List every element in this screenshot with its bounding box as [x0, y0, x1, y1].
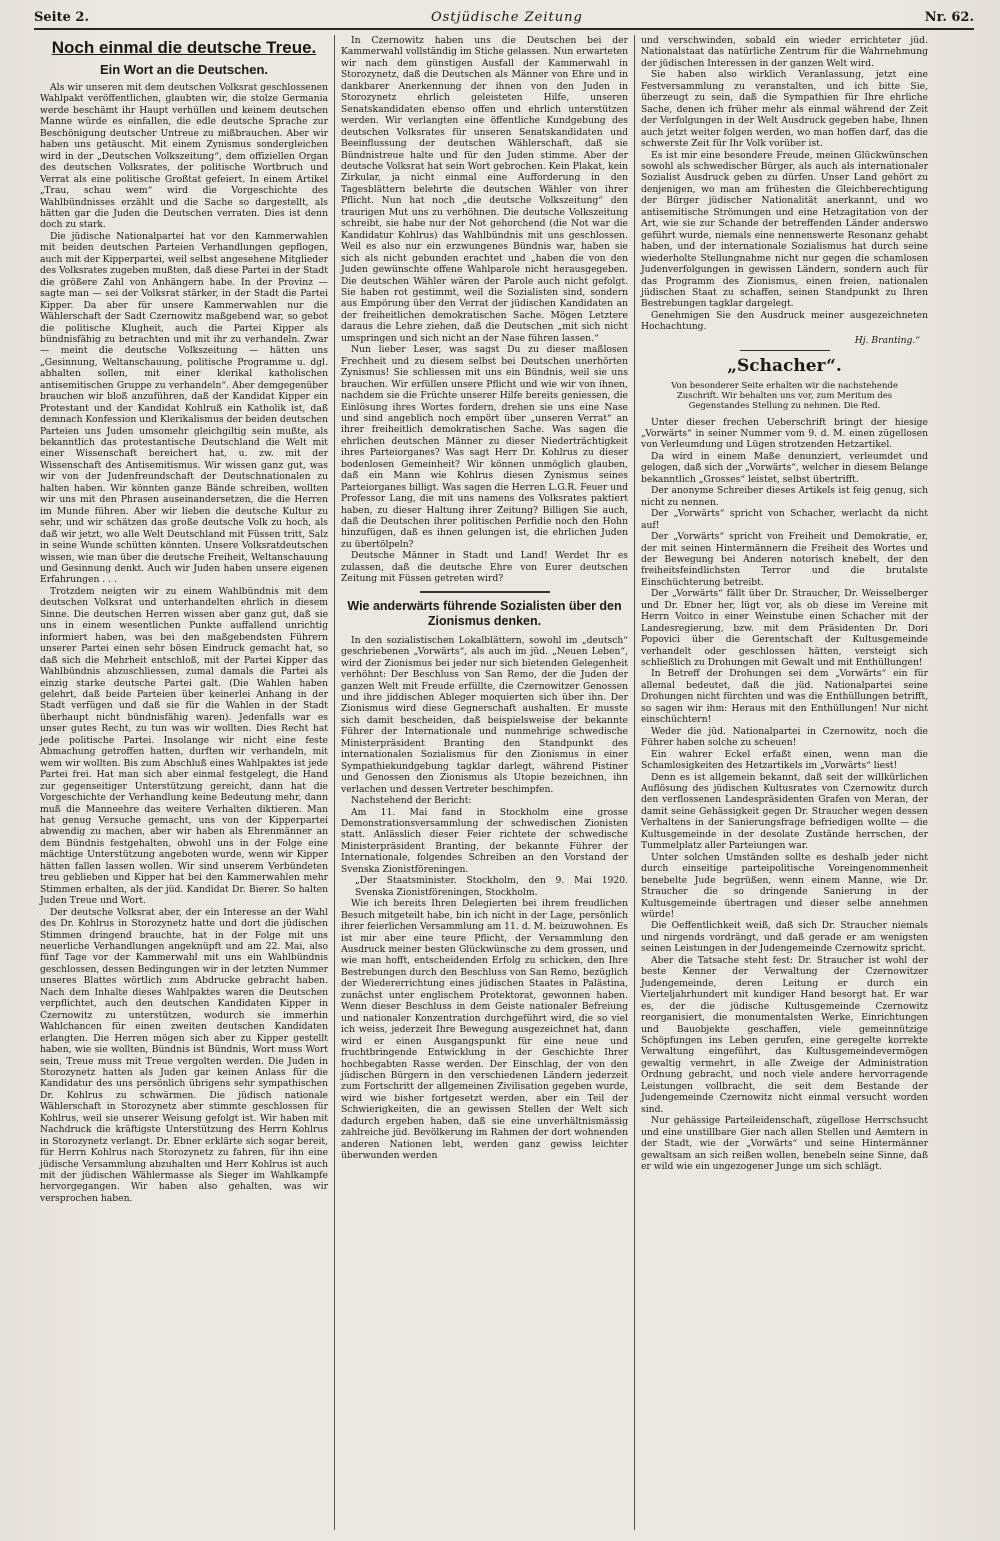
article-paragraph: Wie ich bereits Ihren Delegierten bei ihrem freudlichen Besuch mitgeteilt habe, bin ich nicht in der Lage, persönlich ihrer feierlichen Versammlung am 11. d. M. beizuwohnen. Es ist mir aber eine teure Pflicht, der Versammlung den Ausdruck meiner besten Glückwünsche zu dem grossen, und wie man hofft, entscheidenden Erfolg zu schicken, den Ihre Bestrebungen durch den Beschluss von San Remo, bezüglich der Wiedererrichtung eines jüdischen Staates in Palästina, zunächst unter englischem Protektorat, gewonnen haben. Wenn dieser Beschluss in dem Geiste nationaler Befreiung und nationaler Konzentration durchgeführt wird, die so viel ich weiss, jederzeit Ihre Bewegung ausgezeichnet hat, dann wird er einen Ausgangspunkt für eine neue und fruchtbringende Entwicklung in der Geschichte Ihrer hochbegabten Rasse werden. Der Einschlag, der von den jüdischen Bürgern in den verschiedenen Ländern jederzeit zum Fortschritt der allgemeinen Zivilisation gegeben wurde, wird wie bisher fortgesetzt werden, aber ein Teil der Schwierigkeiten, die an gewissen Stellen der Welt sich dadurch ergeben haben, daß sie eine unverhältnismässig zahlreiche jüd. Bevölkerung im Rahmen der dort wohnenden anderen Nationen lebt, werden ganz gewiss leichter überwunden werden	[341, 898, 628, 1162]
article-paragraph: Aber die Tatsache steht fest: Dr. Straucher ist wohl der beste Kenner der Verwaltung der Czernowitzer Judengemeinde, deren Leitung er durch ein Vierteljahrhundert mit kundiger Hand besorgt hat. Er war es, der die jüdische Kultusgemeinde Czernowitz reorganisiert, die monumentalsten Werke, Einrichtungen und Bauobjekte geschaffen, viele gemeinnützige Schöpfungen ins Leben gerufen, eine geregelte korrekte Verwaltung eingeführt, das Kultusgemeindevermögen gewaltig vermehrt, in alle Zweige der Administration Ordnung gebracht, und noch viele andere hervorragende Leistungen vollbracht, die seit dem Bestande der Judengemeinde Czernowitz nicht einmal versucht worden sind.	[641, 954, 928, 1115]
column-1	[34, 35, 334, 1530]
article-paragraph: Der anonyme Schreiber dieses Artikels ist feig genug, sich nicht zu nennen.	[641, 485, 928, 508]
article-paragraph: Der „Vorwärts“ spricht von Freiheit und Demokratie, er, der mit seinen Hintermännern die Freiheit des Wortes und der Bewegung bei Anderen notorisch knebelt, der den freiheitsfeindlichsten Terror und die brutalste Einschüchterung betreibt.	[641, 531, 928, 588]
article-paragraph: Genehmigen Sie den Ausdruck meiner ausgezeichneten Hochachtung.	[641, 309, 928, 333]
section-divider	[740, 350, 830, 351]
article-paragraph: Nachstehend der Bericht:	[351, 795, 472, 807]
article-paragraph: Nun lieber Leser, was sagst Du zu dieser maßlosen Frechheit und zu diesem selbst bei Deutschen unerhörten Zynismus! Sie schliessen mit uns ein Bündnis, weil sie uns brauchen. Wir erfüllen unsere Pflicht und wie wir von ihnen, nachdem sie die Früchte unserer Hilfe bereits geniessen, die Einlösung ihres Wortes fordern, drehen sie uns eine Nase und sind angeblich noch empört über „unseren Verrat“ an ihrer freiheitlich demokratischen Sache. Was sagen die ehrlichen deutschen Männer zu dieser Niederträchtigkeit ihres Parteiorganes? Was sagt Herr Dr. Kohlrus zu dieser bodenlosen Gemeinheit? Wir können unmöglich glauben, daß ein Mann wie Kohlrus diesen Zynismus seines Parteiorganes billigt. Was sagen die Herren L.G.R. Feuer und Professor Lang, die mit uns namens des Volksrates paktiert haben, zu dieser Haltung ihrer Zeitung? Billigen Sie auch, daß die Deutschen ihrer politischen Perfidie noch den Hohn hinzufügen, daß es ihnen gelungen ist, die ehrlichen Juden zu übertölpeln?	[341, 344, 628, 550]
article-paragraph: Der „Vorwärts“ spricht von Schacher, werlacht da nicht auf!	[641, 508, 928, 531]
article-paragraph: Denn es ist allgemein bekannt, daß seit der willkürlichen Auflösung des jüdischen Kultusrates von Czernowitz durch den verflossenen Landespräsidenten Grafen von Meran, der damit seine Gehässigkeit gegen Dr. Straucher wegen dessen Verhaltens in der Sanierungsfrage befriedigen wollte — die Kultusgemeinde in der desolate Zustände herrschen, der Tummelplatz aller Parteiungen war.	[641, 771, 928, 852]
article-subtitle: Ein Wort an die Deutschen.	[99, 62, 269, 78]
article-paragraph: und verschwinden, sobald ein wieder errichteter jüd. Nationalstaat das natürliche Zentrum für die Wahrnehmung der jüdischen Interessen in der ganzen Welt wird.	[641, 35, 928, 69]
article-paragraph: Die Oeffentlichkeit weiß, daß sich Dr. Straucher niemals und nirgends vordrängt, und daß gerade er am wenigsten seinen Leistungen in der Judengemeinde Czernowitz spricht.	[641, 920, 928, 955]
article-paragraph: In Czernowitz haben uns die Deutschen bei der Kammerwahl vollständig im Stiche gelassen. Nun erwarteten wir nach dem günstigen Ausfall der Kammerwahl in Storozynetz, daß die Deutschen als Männer von Ehre und in dankbarer Anerkennung der ihnen von den Juden in Storozynetz ehrlich geleisteten Hilfe, unseren Senatskandidaten ebenso offen und ehrlich unterstützen werden. Wir verlangten eine öffentliche Kundgebung des deutschen Volksrates für unseren Senatskandidaten und Beeinflussung der deutschen Wählerschaft, daß sie Bündnistreue halte und für den Juden stimme. Aber der deutsche Volksrat hat sein Wort gebrochen. Kein Plakat, kein Zirkular, ja nicht einmal eine Aufforderung in den Tagesblättern belehrte die deutschen Wähler von ihrer Pflicht. Nun hat noch „die deutsche Volkszeitung“ den traurigen Mut uns zu verhöhnen. Die deutsche Volkszeitung schreibt, sie habe nur der Not gehorchend (die Not war die Kandidatur Kohlrus) das Wahlbündnis mit uns geschlossen. Weil es also nur ein erzwungenes Bündnis war, haben sie sich als nicht gebunden erachtet und „haben die von den Juden gewünschte offene Wahlparole nicht herausgegeben. Die deutschen Wähler wären der Parole auch nicht gefolgt. Sie haben rot gestimmt, weil die Sozialisten sind, sondern aus Empörung über den Verrat der jüdischen Kandidaten an der freiheitlichen demokratischen Sache. Mögen Letztere daraus die Lehre ziehen, daß die Deutschen „mit sich nicht umspringen und sich nicht an der Nase führen lassen.“	[341, 35, 628, 344]
article-paragraph: Nur gehässige Parteileidenschaft, zügellose Herrschsucht und eine unstillbare Gier nach allen Stellen und Aemtern in der Stadt, wie der „Vorwärts“ und seine Hintermänner gewaltsam an sich reißen wollen, benebeln seine Sinne, daß er wild wie ein ungezogener Junge um sich schlägt.	[641, 1115, 928, 1172]
article-paragraph: Der „Vorwärts“ fällt über Dr. Straucher, Dr. Weisselberger und Dr. Ebner her, lügt vor, als ob diese im Vereine mit Herrn Voitco in einer Weinstube einen Schacher mit der Landesregierung, bzw. mit dem Präsidenten Dr. Dori Popovici über die Gerentschaft der Kultusgemeinde verhandelt oder geschlossen hätten, versteigt sich schließlich zu Drohungen mit Gewalt und mit Enthüllungen!	[641, 588, 928, 669]
column-3	[634, 35, 934, 1530]
article-paragraph: Unter dieser frechen Ueberschrift bringt der hiesige „Vorwärts“ in seiner Nummer vom 9. d. M. einen zügellosen von Verleumdung und Lügen strotzenden Hetzartikel.	[641, 416, 928, 451]
issue-number: Nr. 62.	[924, 10, 974, 25]
article-paragraph: Sie haben also wirklich Veranlassung, jetzt eine Festversammlung zu veranstalten, und ich bitte Sie, überzeugt zu sein, daß die Sympathien für Ihre ehrliche Sache, denen ich früher mehr als einmal während der Zeit der Verfolgungen in der Welt Ausdruck gegeben habe, Ihnen auch jetzt weiter folgen werden, wo man hoffen darf, das die schwerste Zeit für Ihr Volk vorüber ist.	[641, 69, 928, 150]
article-paragraph: Die jüdische Nationalpartei hat vor den Kammerwahlen mit beiden deutschen Parteien Verhandlungen gepflogen, auch mit der Kipperpartei, weil selbst angesehene Mitglieder des Volksrates zugeben mußten, daß diese Partei in der Stadt die größere Zahl von Anhängern habe. In der Provinz — sagte man — sei der Volksrat stärker, in der Stadt die Partei Kipper. Da aber für unsere Kammerwahlen nur die Wählerschaft der Sadt Czernowitz maßgebend war, so gebot die politische Klugheit, auch die Partei Kipper als bündnisfähig zu betrachten und mit ihr zu verhandeln. Zwar — meint die deutsche Volkszeitung — hätten uns „Gesinnung, Weltanschauung, politische Programme u. dgl. abhalten sollen, mit einer klerikal katholischen antisemitischen Gruppe zu verhandeln“. Aber demgegenüber brauchen wir bloß anzuführen, daß der Kandidat Kipper ein Protestant und der Kandidat Kohlruß ein Katholik ist, daß demnach Konfession und Klerikalismus der beiden deutschen Parteien uns Juden umsomehr gleichgiltig sein mußte, als bekanntlich das protestantische Deutschland die Welt mit einer Wissenschaft bereichert hat, u. zw. mit der Wissenschaft des Antisemitismus. Wir wissen ganz gut, was wir von der Judenfreundschaft der Deutschnationalen zu halten haben. Wir könnten ganze Bände schreiben, wollten wir uns mit den Phrasen auseinandersetzen, die die Herren im Munde führen. Aber wir lieben die deutsche Kultur zu sehr, und wir schätzen das große deutsche Volk zu hoch, als daß wir jetzt, wo alle Welt Deutschland mit Füssen tritt, Salz in seine Wunde schütten könnten. Unsere Volksratdeutschen wissen, wie man über die deutsche Freiheit, Weltanschauung und Gesinnung denkt. Auch wir Juden haben unsere eigenen Erfahrungen . . .	[40, 230, 328, 586]
article-paragraph: Trotzdem neigten wir zu einem Wahlbündnis mit dem deutschen Volksrat und unterhandelten ehrlich in diesem Sinne. Die deutschen Herren wissen aber ganz gut, daß sie uns in einem wesentlichen Punkte auffallend unrichtig informiert haben, was bei den maßgebendsten Führern unserer Partei einen sehr bösen Eindruck gemacht hat, so daß sich die Mehrheit entschloß, mit der Partei Kipper das Wahlbündnis abzuschliessen, zumal damals die Partei als einzig starke deutsche Partei galt. (Die Wahlen haben gelehrt, daß beide Parteien über keinerlei Anhang in der Stadt verfügen und daß sie für die Wahlen in der Stadt überhaupt nicht bündnisfähig waren). Jedenfalls war es unser gutes Recht, zu tun was wir wollten. Dies Recht hat jede politische Partei. Insolange wir nicht eine feste Abmachung getroffen hatten, durften wir verhandeln, mit wem wir wollten. Bis zum Abschluß eines Wahlpaktes ist jede Partei frei. Hat man sich aber einmal festgelegt, die Hand zur gegenseitiger Unterstützung gereicht, dann hat die Vorgeschichte der Verhandlung keine Bedeutung mehr, dann muß die Manneehre das weitere Verhalten diktieren. Man hat genug Versuche gemacht, uns von der Kipperpartei abwendig zu machen, aber wir haben als Ehrenmänner an dem Bündnis festgehalten, obwohl uns in der Folge eine mächtige Unterstützung angeboten wurde, wenn wir Kipper hätten fallen lassen wollen. Wir sind unserem Verbündeten treu geblieben und Kipper hat bei den Kammerwahlen mehr Stimmen erhalten, als der jüd. Kandidat Dr. Bierer. So halten Juden Treue und Wort.	[40, 585, 328, 907]
article-paragraph: Ein wahrer Eckel erfaßt einen, wenn man die Schamlosigkeiten des Hetzartikels im „Vorwärts“ liest!	[641, 748, 928, 772]
columns	[34, 35, 974, 1530]
column-2	[334, 35, 634, 1530]
letter-heading: „Der Staatsminister. Stockholm, den 9. Mai 1920. Svenska Zionistföreningen, Stockholm.	[355, 875, 628, 898]
newspaper-title: Ostjüdische Zeitung	[431, 10, 583, 25]
article-title: Noch einmal die deutsche Treue.	[51, 38, 317, 57]
page-number: Seite 2.	[34, 10, 89, 25]
article-paragraph: Weder die jüd. Nationalpartei in Czernowitz, noch die Führer haben solche zu scheuen!	[641, 725, 928, 749]
article-paragraph: Der deutsche Volksrat aber, der ein Interesse an der Wahl des Dr. Kohlrus in Storozynetz hatte und dort die jüdischen Stimmen dringend brauchte, hat in der Folge mit uns neuerliche Verhandlungen angeknüpft und am 22. Mai, also fünf Tage vor der Kammerwahl mit uns ein Wahlbündnis geschlossen, dessen Bedingungen wir in der letzten Nummer unseres Blattes wörtlich zum Abdrucke gebracht haben. Nach dem Inhalte dieses Wahlpaktes waren die Deutschen verpflichtet, auch den deutschen Kandidaten Kipper in Czernowitz zu unterstützen, wodurch sie immerhin Wahlchancen für einen zweiten deutschen Kandidaten erlangten. Die Herren mögen sich aber zu Kipper gestellt haben, wie sie wollten, Bündnis ist Bündnis, Wort muss Wort sein, Treue muss mit Treue vergolten werden. Die Juden in Storozynetz hatten als Juden gar keinen Anlass für die Kandidatur des uns persönlich übrigens sehr sympathischen Dr. Kohlrus zu schwärmen. Die jüdisch nationale Wählerschaft in Storozynetz aber stimmte geschlossen für Kohlrus, weil sie unserer Weisung gefolgt ist. Wir haben mit Nachdruck die kräftigste Unterstützung des Herrn Kohlrus in Storozynetz verlangt. Dr. Ebner erklärte sich sogar bereit, für Herrn Kohlrus nach Storozynetz zu fahren, für ihn eine jüdische Versammlung abzuhalten und Herr Kohlrus ist auch mit der jüdischen Wählermasse als Sieger im Wahlkampfe hervorgegangen. Wir haben also gehalten, was wir versprochen haben.	[40, 906, 328, 1204]
section-divider	[420, 591, 550, 593]
article-title: „Schacher“.	[727, 356, 842, 377]
editorial-note: Von besonderer Seite erhalten wir die nachstehende Zuschrift. Wir behalten uns vor, zum Meritum des Gegenstandes Stellung zu nehmen. Die Red.	[671, 380, 898, 412]
article-paragraph: Da wird in einem Maße denunziert, verleumdet und gelogen, daß sich der „Vorwärts“, welcher in diesem Belange bekanntlich „Grosses“ leistet, selbst übertrifft.	[641, 450, 928, 485]
article-paragraph: Unter solchen Umständen sollte es deshalb jeder nicht durch einseitige parteipolitische Voreingenommenheit benebelte Jude begrüßen, wenn einem Manne, wie Dr. Straucher die so dringende Sanierung in der Kultusgemeinde übertragen und dieser selbe annehmen würde!	[641, 851, 928, 920]
article-paragraph: Als wir unseren mit dem deutschen Volksrat geschlossenen Wahlpakt veröffentlichen, glaubten wir, die stolze Germania werde beschämt ihr Haupt verhüllen und keinem deutschen Manne würde es einfallen, die edle deutsche Sprache zur Beschönigung deutscher Untreue zu mißbrauchen. Aber wir haben uns getäuscht. Mit einem Zynismus sondergleichen wird in der „Deutschen Volkszeitung“, dem offiziellen Organ des deutschen Volksrates, der politische Wortbruch und Verrat als eine politische Großtat gefeiert. In einem Artikel „Trau, schau wem“ wird die Vorgeschichte des Wahlbündnisses erzählt und die Sache so dargestellt, als hätten gar die Juden die Deutschen verraten. Dies ist denn doch zu stark.	[40, 81, 328, 231]
article-paragraph: In den sozialistischen Lokalblättern, sowohl im „deutsch“ geschriebenen „Vorwärts“, als auch im jüd. „Neuen Leben“, wird der Zionismus bei jeder nur sich bietenden Gelegenheit verhöhnt: Der Beschluss von San Remo, der die Juden der ganzen Welt mit Freude erfüllte, die Czernowitzer Genossen und ihre jiddischen Ableger moquierten sich über ihn. Der Zionismus wird diese Gegnerschaft aushalten. Er musste sich damit bescheiden, daß beispielsweise der bekannte Führer der Internationale und nunmehrige schwedische Ministerpräsident Branting den Standpunkt des internationalen Sozialismus für den Zionismus in einer Sympathiekundgebung tagklar darlegt, während Pistiner und Genossen den Zionismus als Utopie bezeichnen, ihn verlachen und dessen Vertreter beschimpfen.	[341, 634, 628, 795]
article-paragraph: In Betreff der Drohungen sei dem „Vorwärts“ ein für allemal bedeutet, daß die jüd. Nationalpartei seine Drohungen nicht fürchten und was die Enthüllungen betrifft, so sagen wir ihm: Heraus mit den Enthüllungen! Nur nicht einschüchtern!	[641, 668, 928, 726]
article-title: Wie anderwärts führende Sozialisten über den Zionismus denken.	[347, 598, 622, 628]
article-paragraph: Es ist mir eine besondere Freude, meinen Glückwünschen sowohl als schwedischer Bürger, als auch als internationaler Sozialist Ausdruck geben zu dürfen. Unser Land gehört zu denjenigen, wo man am frühesten die Gleichberechtigung der Bürger jüdischer Nationalität anerkannt, und wo antisemitische Strömungen und eine Hetzagitation von der Art, wie sie zur Schande der betreffenden Länder anderswo geführt wurde, niemals eine nennenswerte Resonanz gehabt haben, und der internationale Sozialismus hat durch seine wiederholte Stellungnahme nicht nur gegen die schamlosen Judenverfolgungen in gewissen Ländern, sondern auch für das Programm des Zionismus, einen freien, nationalen jüdischen Staat zu schaffen, seinen Standpunkt zu Ihren Bestrebungen tagklar dargelegt.	[641, 149, 928, 310]
article-paragraph: Deutsche Männer in Stadt und Land! Werdet Ihr es zulassen, daß die deutsche Ehre von Eurer deutschen Zeitung mit Füssen getreten wird?	[341, 550, 628, 585]
signature: Hj. Branting.“	[854, 334, 920, 346]
page-header	[34, 4, 974, 30]
article-paragraph: Am 11. Mai fand in Stockholm eine grosse Demonstrationsversammlung der schwedischen Zionisten statt. Anlässlich dieser Feier richtete der schwedische Ministerpräsident Branting, der bekannte Führer der Internationale, folgendes Schreiben an den Vorstand der Svenska Zionistföreningen.	[341, 806, 628, 875]
